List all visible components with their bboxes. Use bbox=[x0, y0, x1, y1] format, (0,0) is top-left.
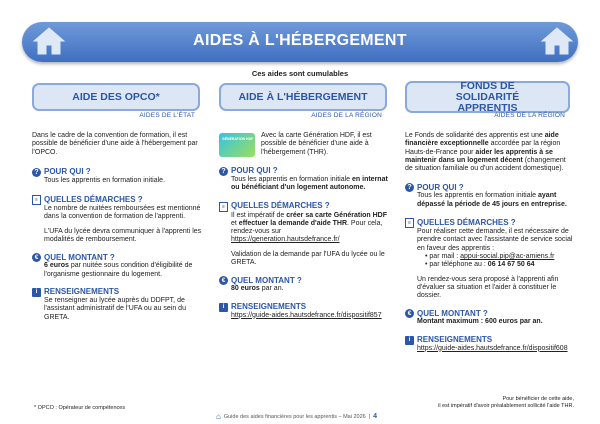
question-icon: ? bbox=[405, 183, 414, 192]
text-part: . Pour cela, rendez-vous sur bbox=[231, 219, 383, 236]
column-fonds bbox=[405, 132, 573, 353]
column-region bbox=[219, 132, 389, 320]
demarches-text-2: Validation de la demande par l'UFA du lycée ou le GRETA. bbox=[231, 250, 385, 267]
home-icon bbox=[540, 26, 574, 56]
montant-value: Montant maximum : 600 euros par an. bbox=[417, 318, 543, 326]
section-renseignements bbox=[32, 288, 202, 297]
montant-text bbox=[405, 318, 573, 326]
euro-icon: € bbox=[405, 309, 414, 318]
page-footer bbox=[216, 412, 377, 421]
montant-value: 80 euros bbox=[231, 285, 260, 293]
column-header-region bbox=[219, 83, 387, 111]
text-bold: en internat ou bénéficiant d'un logement autonome. bbox=[231, 176, 388, 192]
text-bold: aide financière exceptionnelle bbox=[405, 132, 559, 148]
euro-icon: € bbox=[32, 253, 41, 262]
question-icon: ? bbox=[32, 168, 41, 177]
section-title: QUELLES DÉMARCHES ? bbox=[417, 217, 516, 227]
demarches-text-2: Un rendez-vous sera proposé à l'apprenti afin d'évaluer sa situation et l'aider à constituer le dossier. bbox=[417, 275, 559, 300]
info-icon: i bbox=[405, 336, 414, 345]
pour-qui-text: Tous les apprentis en formation initiale. bbox=[44, 176, 166, 184]
renseignements-text bbox=[405, 345, 573, 353]
montant-text bbox=[32, 262, 202, 279]
subtitle: Ces aides sont cumulables bbox=[251, 69, 349, 78]
section-montant bbox=[32, 253, 202, 262]
section-montant bbox=[405, 309, 573, 318]
generation-link[interactable]: https://generation.hautsdefrance.fr/ bbox=[231, 236, 340, 244]
pour-qui-text bbox=[219, 176, 389, 193]
section-demarches bbox=[32, 195, 202, 205]
right-note bbox=[438, 396, 574, 410]
text-bold: aider les apprentis à se maintenir dans un logement décent bbox=[405, 148, 553, 164]
section-pour-qui bbox=[219, 167, 389, 176]
pour-qui-text bbox=[405, 192, 573, 209]
section-pour-qui bbox=[32, 168, 202, 177]
home-icon bbox=[32, 26, 66, 56]
montant-value: 6 euros bbox=[44, 262, 69, 270]
text-part: Tous les apprentis en formation initiale bbox=[417, 192, 539, 200]
home-icon: ⌂ bbox=[216, 412, 221, 421]
guide-title: Guide des aides financières pour les apprentis – Mai 2026 bbox=[223, 413, 366, 420]
text-part: (changement de situation familiale ou d'un accident domestique). bbox=[405, 156, 566, 173]
section-title: QUELLES DÉMARCHES ? bbox=[231, 201, 330, 211]
text-bold: effectuer la demande d'aide THR bbox=[238, 219, 348, 227]
column-title: FONDS DE SOLIDARITÉ APPRENTIS bbox=[455, 79, 520, 114]
section-title: QUEL MONTANT ? bbox=[44, 252, 115, 262]
column-opco bbox=[32, 132, 202, 322]
demarches-text: Le nombre de nuitées remboursées est mentionné dans la convention de formation de l'apprenti. bbox=[44, 205, 201, 221]
right-note-line: il est impératif d'avoir préalablement sollicité l'aide THR. bbox=[438, 403, 574, 409]
page-number: 4 bbox=[373, 413, 378, 420]
intro-text bbox=[405, 132, 573, 173]
card-label: GÉNÉRATION HDF bbox=[222, 137, 254, 141]
source-label: AIDES DE LA RÉGION bbox=[494, 112, 565, 119]
mail-label: par mail : bbox=[429, 252, 461, 260]
footnote: * OPCO : Opérateur de compétences bbox=[34, 405, 126, 411]
page-title: AIDES À L'HÉBERGEMENT bbox=[193, 32, 407, 49]
tel-value: 06 14 67 50 64 bbox=[487, 261, 535, 269]
guide-link[interactable]: https://guide-aides.hautsdefrance.fr/dispositif608 bbox=[417, 344, 568, 352]
montant-text bbox=[219, 285, 389, 293]
section-pour-qui bbox=[405, 183, 573, 192]
footer-divider: | bbox=[368, 413, 371, 420]
montant-detail: par an. bbox=[259, 285, 284, 293]
info-icon: i bbox=[219, 303, 228, 312]
title-banner bbox=[22, 22, 578, 62]
section-renseignements bbox=[405, 336, 573, 345]
section-title: POUR QUI ? bbox=[231, 166, 278, 176]
text-part: Le Fonds de solidarité des apprentis est une bbox=[405, 132, 545, 139]
document-icon: ≡ bbox=[32, 195, 41, 205]
renseignements-text bbox=[219, 312, 389, 320]
source-label: AIDES DE L'ÉTAT bbox=[139, 112, 195, 119]
mail-line: • par mail : appui-social.pip@ac-amiens.fr bbox=[425, 252, 555, 260]
tel-line: • par téléphone au : 06 14 67 50 64 bbox=[425, 261, 535, 269]
section-demarches bbox=[405, 218, 573, 228]
section-title: QUEL MONTANT ? bbox=[417, 308, 488, 318]
euro-icon: € bbox=[219, 276, 228, 285]
column-title: AIDE DES OPCO* bbox=[72, 90, 160, 103]
document-icon: ≡ bbox=[219, 202, 228, 212]
column-title: AIDE À L'HÉBERGEMENT bbox=[238, 90, 368, 103]
section-title: RENSEIGNEMENTS bbox=[417, 335, 493, 345]
section-montant bbox=[219, 276, 389, 285]
mail-link[interactable]: appui-social.pip@ac-amiens.fr bbox=[460, 252, 555, 260]
section-title: POUR QUI ? bbox=[417, 182, 464, 192]
text-part: Il est impératif de bbox=[231, 211, 287, 219]
montant-detail: par nuitée sous condition d'éligibilité de l'organisme gestionnaire du logement. bbox=[44, 262, 193, 278]
renseignements-text: Se renseigner au lycée auprès du DDFPT, de l'assistant administratif de l'UFA ou au sein du GRETA. bbox=[44, 296, 186, 321]
section-title: RENSEIGNEMENTS bbox=[231, 302, 307, 312]
guide-link[interactable]: https://guide-aides.hautsdefrance.fr/dispositif857 bbox=[231, 311, 382, 319]
section-title: QUELLES DÉMARCHES ? bbox=[44, 195, 143, 205]
source-label: AIDES DE LA RÉGION bbox=[311, 112, 382, 119]
text-part: et bbox=[231, 219, 239, 227]
generation-hdf-card bbox=[219, 133, 255, 157]
text-bold: créer sa carte Génération HDF bbox=[286, 211, 388, 219]
intro-text: Avec la carte Génération HDF, il est possible de bénéficier d'une aide à l'hébergement (THR). bbox=[261, 132, 372, 156]
intro-text: Dans le cadre de la convention de formation, il est possible de bénéficier d'une aide à l'hébergement par l'OPCO. bbox=[32, 132, 198, 156]
section-renseignements bbox=[219, 303, 389, 312]
demarches-text: Pour réaliser cette demande, il est nécessaire de prendre contact avec l'assistante de service social en faveur des apprentis : bbox=[417, 228, 573, 252]
demarches-text-2: L'UFA du lycée devra communiquer à l'apprenti les modalités de remboursement. bbox=[44, 227, 202, 244]
tel-label: par téléphone au : bbox=[429, 261, 488, 269]
text-part: Tous les apprentis en formation initiale bbox=[231, 176, 353, 183]
text-bold: ayant dépassé la période de 45 jours en entreprise. bbox=[417, 192, 567, 208]
right-note-line: Pour bénéficier de cette aide, bbox=[502, 396, 574, 402]
section-demarches bbox=[219, 202, 389, 212]
document-icon: ≡ bbox=[405, 218, 414, 228]
info-icon: i bbox=[32, 288, 41, 297]
section-title: QUEL MONTANT ? bbox=[231, 275, 302, 285]
text-part: accordée par la région Hauts-de-France pour bbox=[405, 140, 561, 156]
demarches-text bbox=[219, 212, 389, 245]
section-title: RENSEIGNEMENTS bbox=[44, 287, 120, 297]
question-icon: ? bbox=[219, 167, 228, 176]
column-header-fonds bbox=[405, 81, 570, 113]
section-title: POUR QUI ? bbox=[44, 167, 91, 177]
column-header-opco bbox=[32, 83, 200, 111]
